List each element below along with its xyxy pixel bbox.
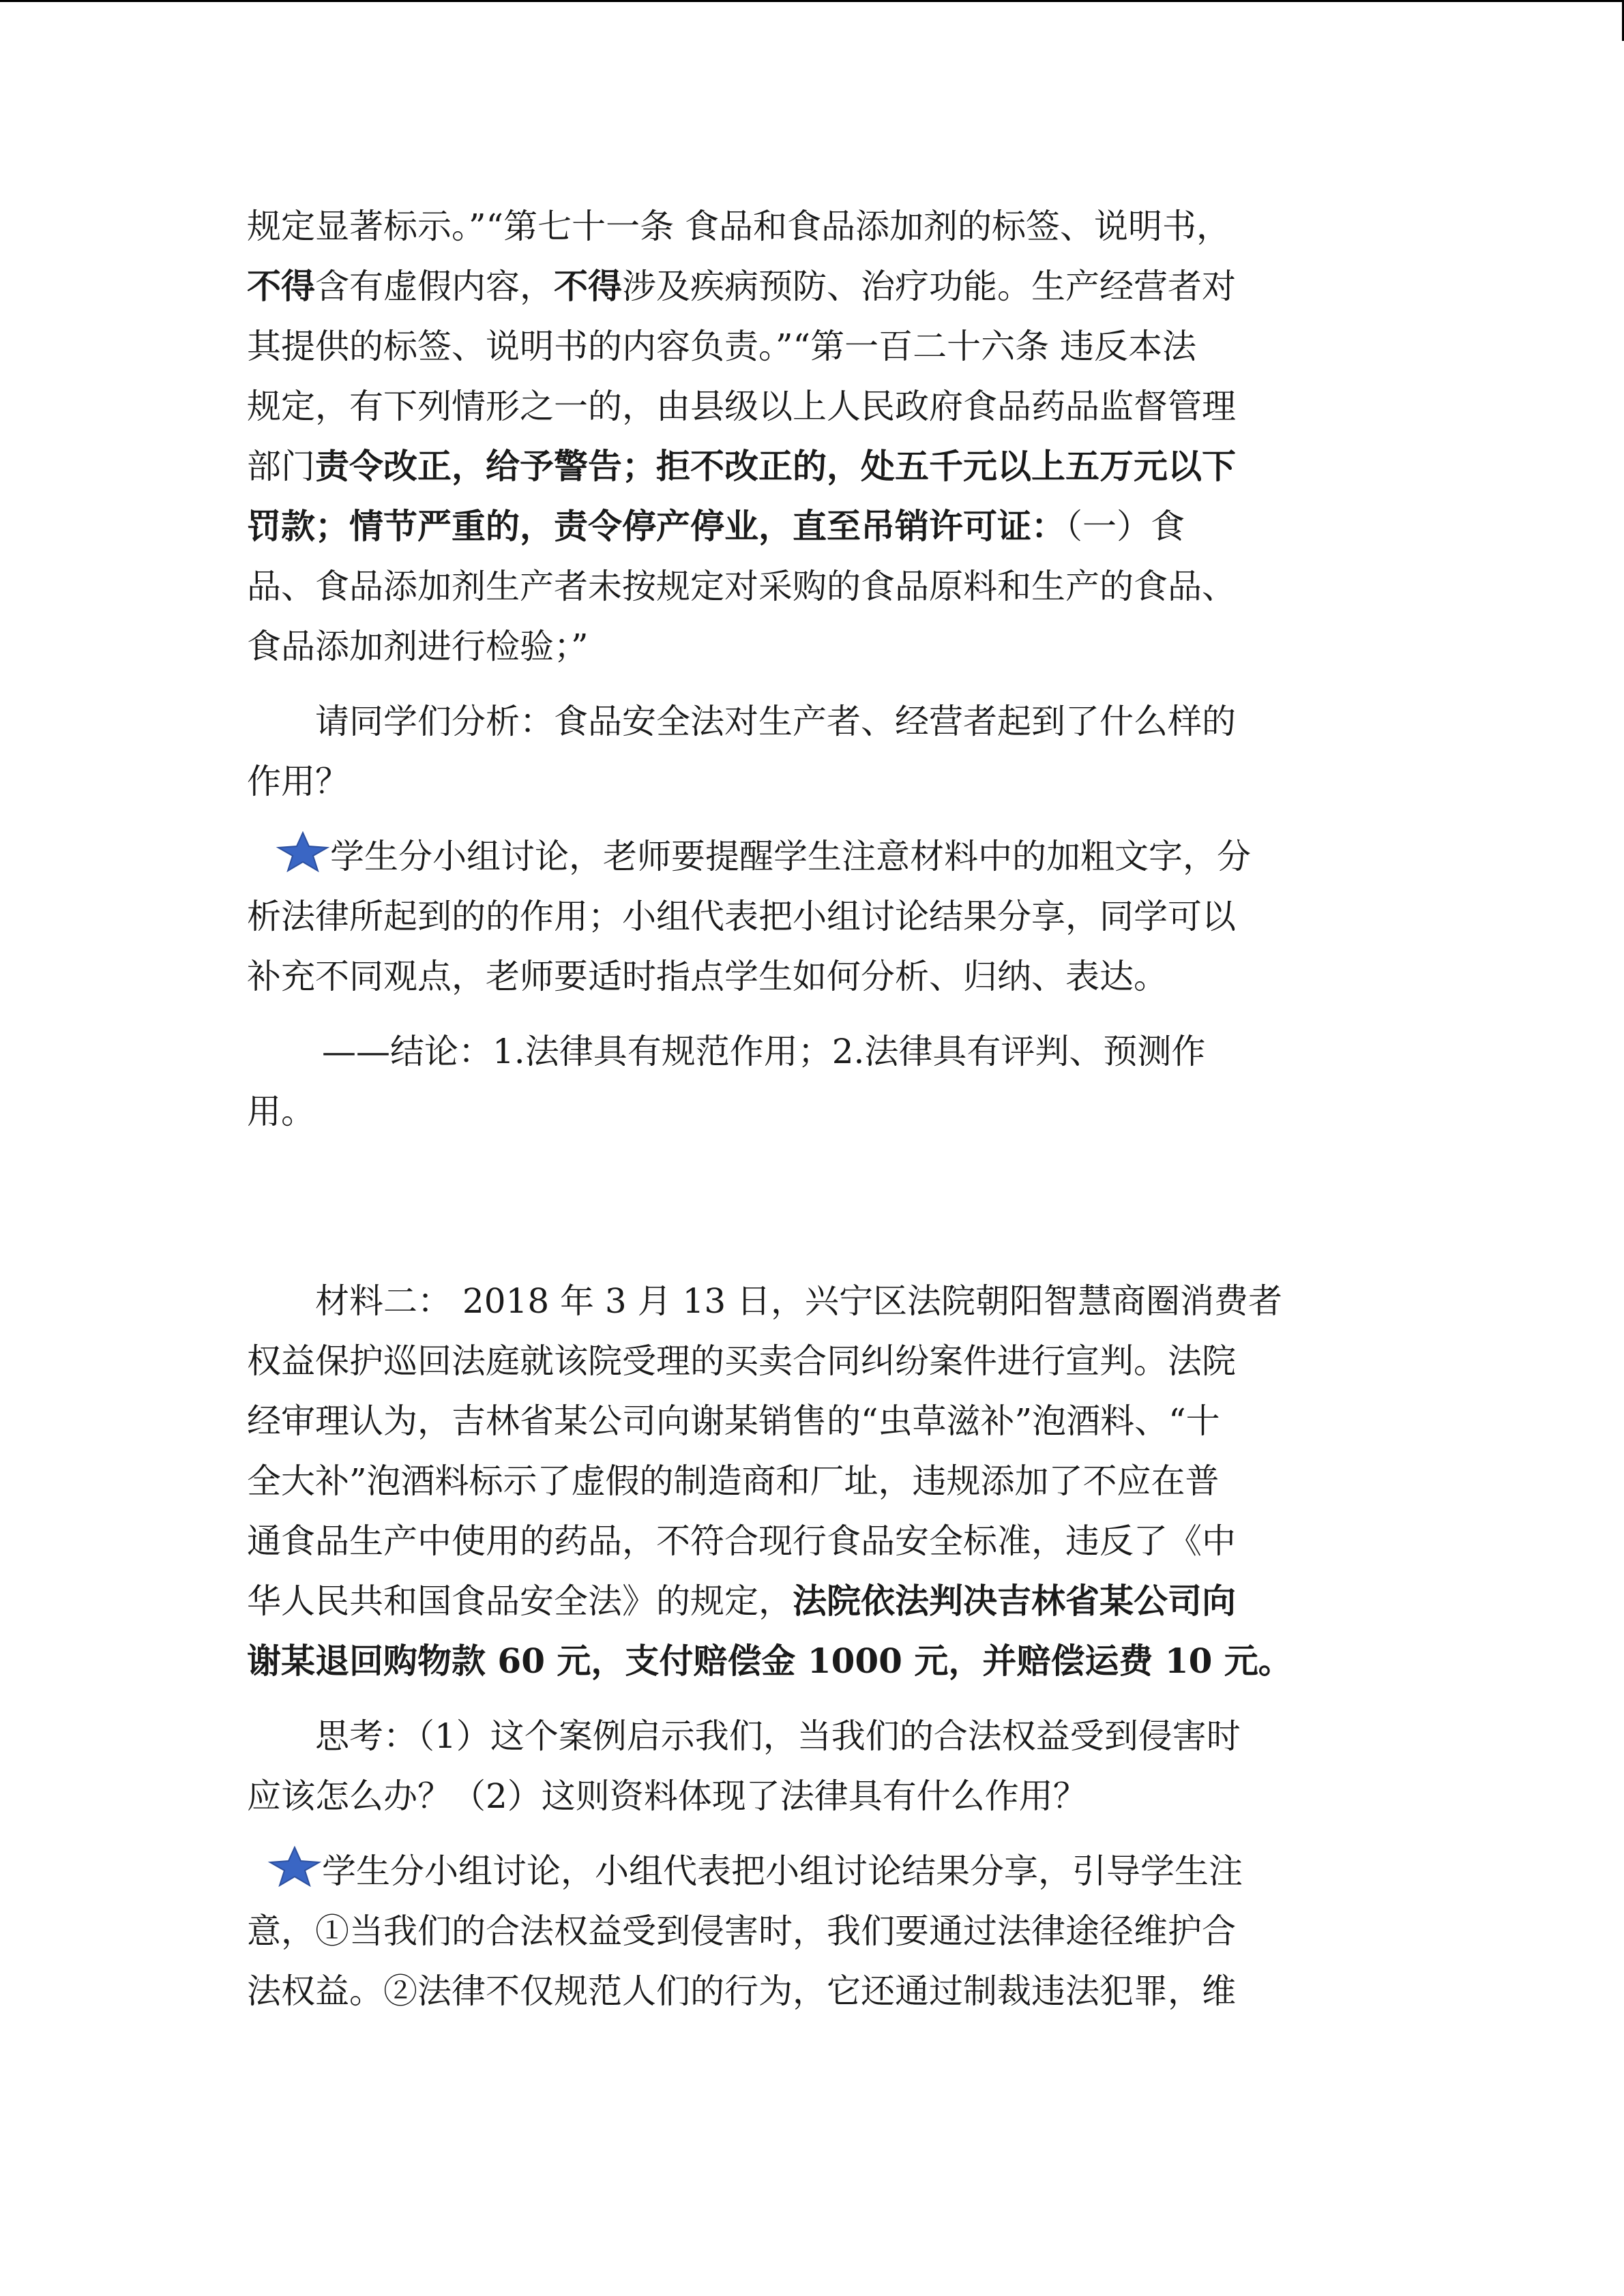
material-2-line-6 (247, 1571, 1379, 1631)
law-line-4: 规定，有下列情形之一的，由县级以上人民政府食品药品监督管理 (247, 387, 1236, 426)
bold-text: 谢某退回购物款 60 元，支付赔偿金 1000 元，并赔偿运费 10 元。 (247, 1641, 1293, 1681)
document-body (247, 196, 1379, 2021)
law-line-5 (247, 436, 1379, 496)
discussion-1 (247, 826, 1379, 1007)
page-top-border (0, 0, 1624, 2)
bold-text: 罚款；情节严重的，责令停产停业，直至吊销许可证： (247, 506, 1065, 546)
text-span: 含有虚假内容， (315, 267, 554, 306)
law-line-8: 食品添加剂进行检验；” (247, 627, 589, 666)
material-2 (247, 1271, 1379, 1691)
star-icon (267, 1846, 322, 1887)
bold-text: 不得 (554, 266, 622, 306)
discussion-2 (247, 1841, 1379, 2021)
text-span: 华人民共和国食品安全法》的规定， (247, 1581, 793, 1621)
text-span: 涉及疾病预防、治疗功能。生产经营者对 (622, 267, 1236, 306)
conclusion-1-line-2: 用。 (247, 1092, 315, 1131)
text-span: 学生分小组讨论，老师要提醒学生注意材料中的加粗文字，分 (330, 837, 1251, 876)
bold-text: 法院依法判决吉林省某公司向 (793, 1581, 1236, 1621)
conclusion-1 (247, 1022, 1379, 1142)
text-span: 学生分小组讨论，小组代表把小组讨论结果分享，引导学生注 (322, 1851, 1243, 1891)
star-icon (276, 831, 330, 872)
text-span: 部门 (247, 447, 315, 486)
question-1-line-2: 作用？ (247, 762, 349, 801)
material-2-line-1: 材料二： 2018 年 3 月 13 日，兴宁区法院朝阳智慧商圈消费者 (315, 1281, 1283, 1321)
discussion-1-line-3: 补充不同观点，老师要适时指点学生如何分析、归纳、表达。 (247, 957, 1168, 996)
question-2 (247, 1706, 1379, 1826)
question-2-line-1: 思考：（1）这个案例启示我们，当我们的合法权益受到侵害时 (315, 1716, 1241, 1756)
material-2-line-5: 通食品生产中使用的药品，不符合现行食品安全标准，违反了《中 (247, 1521, 1236, 1561)
material-2-line-4: 全大补”泡酒料标示了虚假的制造商和厂址，违规添加了不应在普 (247, 1461, 1220, 1501)
law-excerpt (247, 196, 1379, 676)
discussion-2-line-1 (247, 1841, 1379, 1901)
question-2-line-2: 应该怎么办？（2）这则资料体现了法律具有什么作用？ (247, 1776, 1087, 1816)
discussion-2-line-2: 意，①当我们的合法权益受到侵害时，我们要通过法律途径维护合 (247, 1911, 1236, 1951)
question-1-line-1: 请同学们分析：食品安全法对生产者、经营者起到了什么样的 (315, 702, 1236, 741)
conclusion-1-line-1: ——结论：1.法律具有规范作用；2.法律具有评判、预测作 (322, 1032, 1206, 1071)
law-line-3: 其提供的标签、说明书的内容负责。”“第一百二十六条 违反本法 (247, 327, 1197, 366)
bold-text: 责令改正，给予警告；拒不改正的，处五千元以上五万元以下 (315, 446, 1236, 486)
discussion-1-line-2: 析法律所起到的的作用；小组代表把小组讨论结果分享，同学可以 (247, 897, 1236, 936)
question-1 (247, 691, 1379, 811)
text-span: （一）食 (1065, 507, 1185, 546)
bold-text: 不得 (247, 266, 315, 306)
law-line-2 (247, 256, 1379, 316)
discussion-1-line-1 (247, 826, 1379, 886)
law-line-7: 品、食品添加剂生产者未按规定对采购的食品原料和生产的食品、 (247, 567, 1236, 606)
material-2-line-3: 经审理认为，吉林省某公司向谢某销售的“虫草滋补”泡酒料、“十 (247, 1401, 1220, 1441)
material-2-line-7 (247, 1631, 1379, 1691)
law-line-6 (247, 496, 1379, 556)
material-2-line-2: 权益保护巡回法庭就该院受理的买卖合同纠纷案件进行宣判。法院 (247, 1341, 1236, 1381)
law-line-1: 规定显著标示。”“第七十一条 食品和食品添加剂的标签、说明书， (247, 207, 1231, 246)
discussion-2-line-3: 法权益。②法律不仅规范人们的行为，它还通过制裁违法犯罪，维 (247, 1971, 1236, 2011)
